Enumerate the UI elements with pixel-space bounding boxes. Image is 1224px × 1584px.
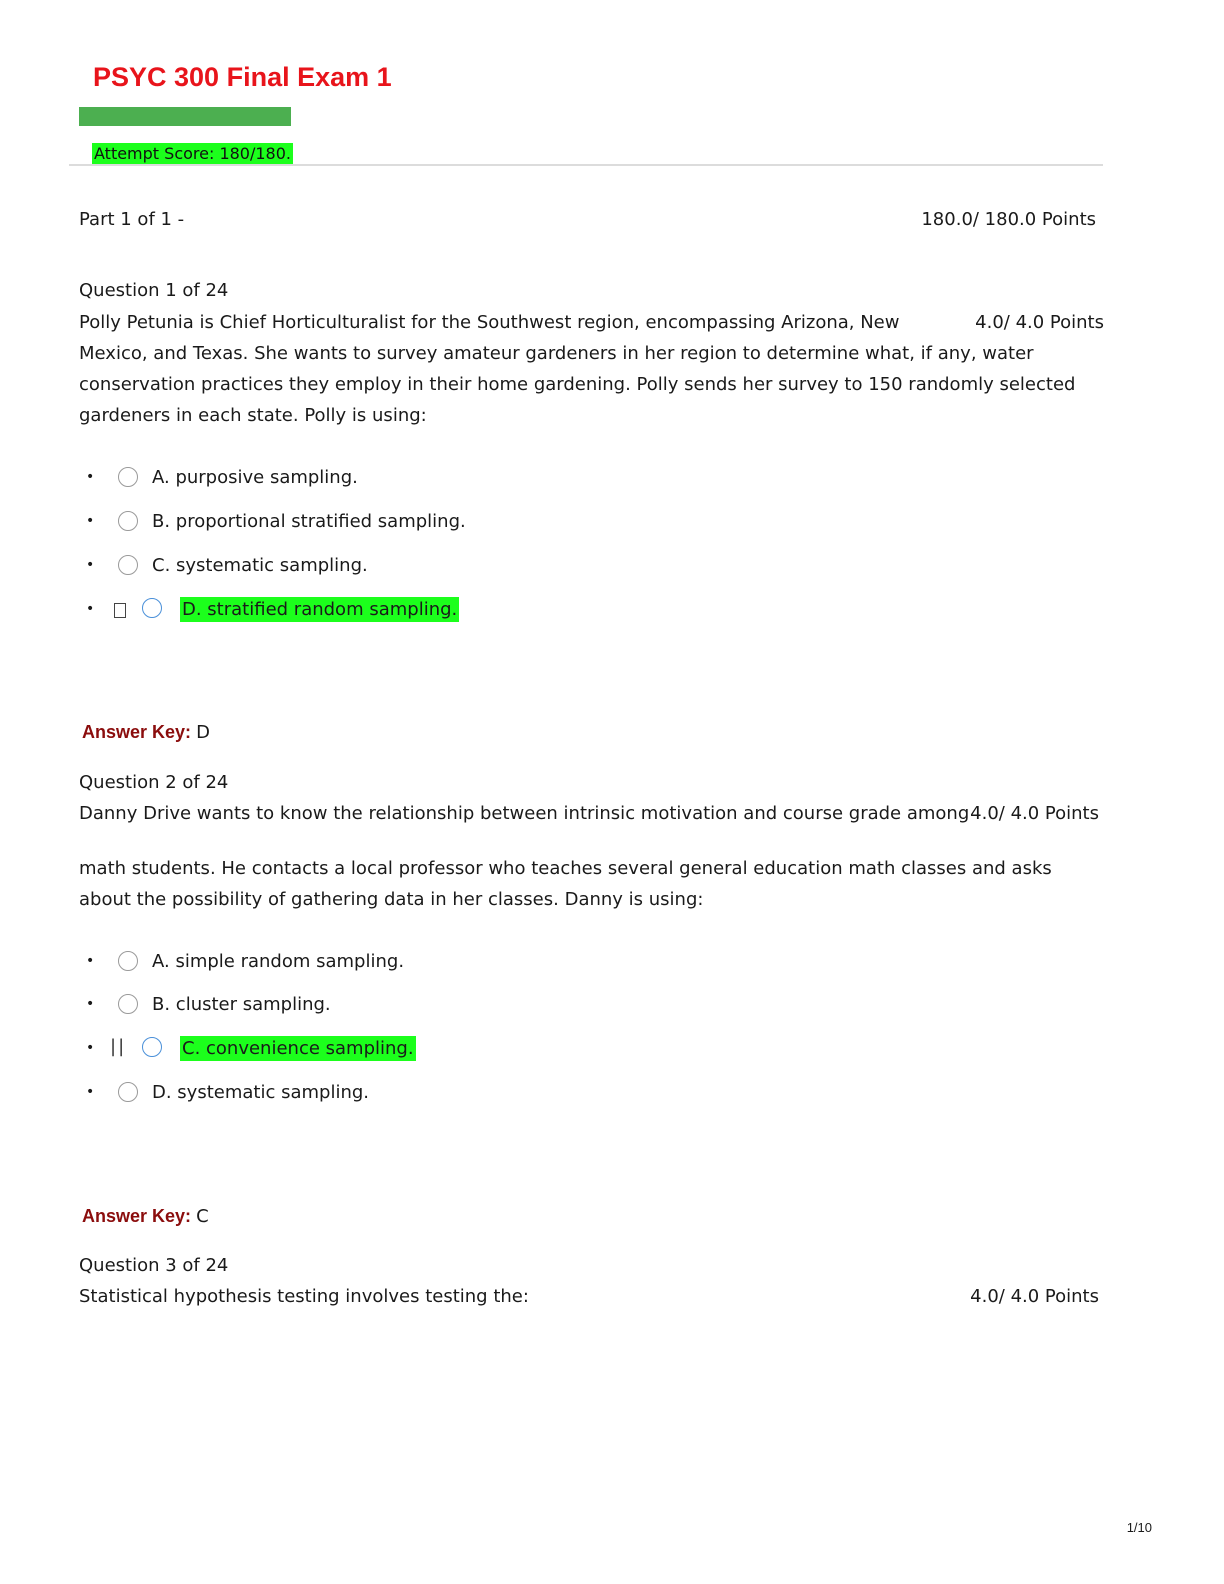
question-1-body bbox=[79, 307, 1104, 431]
radio-q2-a[interactable] bbox=[118, 951, 138, 971]
question-3-header: Question 3 of 24 bbox=[79, 1255, 229, 1276]
radio-q2-c[interactable] bbox=[142, 1037, 162, 1057]
radio-q1-a[interactable] bbox=[118, 467, 138, 487]
answer-key-value: C bbox=[196, 1206, 209, 1227]
question-1-points: 4.0/ 4.0 Points bbox=[975, 312, 1104, 333]
exam-title: PSYC 300 Final Exam 1 bbox=[93, 62, 392, 92]
part-points: 180.0/ 180.0 Points bbox=[921, 209, 1096, 230]
question-1-text: Polly Petunia is Chief Horticulturalist for the Southwest region, encompassing Arizona, New Mexico, and Texas. She wants to survey amateur gardeners in her region to determine what, if any, water conservation practices they employ in their home gardening. Polly sends her survey to 150 randomly selected gardeners in each state. Polly is using: bbox=[79, 312, 1076, 426]
answer-key-q1 bbox=[82, 722, 210, 743]
selected-answer-highlight: C. convenience sampling. bbox=[182, 1038, 414, 1059]
option-q1-c[interactable]: C. systematic sampling. bbox=[152, 555, 368, 576]
answer-marker-bars: || bbox=[110, 1036, 127, 1057]
option-q1-d[interactable] bbox=[180, 598, 459, 622]
header-divider bbox=[69, 164, 1103, 166]
radio-q1-c[interactable] bbox=[118, 555, 138, 575]
question-2-text-line1: Danny Drive wants to know the relationship between intrinsic motivation and course grade among bbox=[79, 803, 970, 824]
question-2-points: 4.0/ 4.0 Points bbox=[970, 803, 1099, 824]
bullet: • bbox=[86, 953, 95, 969]
radio-q2-d[interactable] bbox=[118, 1082, 138, 1102]
bullet: • bbox=[86, 1040, 95, 1056]
bullet: • bbox=[86, 469, 95, 485]
bullet: • bbox=[86, 1084, 95, 1100]
option-q2-d[interactable]: D. systematic sampling. bbox=[152, 1082, 370, 1103]
attempt-score: Attempt Score: 180/180. bbox=[94, 144, 291, 163]
question-3-text: Statistical hypothesis testing involves testing the: bbox=[79, 1286, 529, 1307]
page-number: 1/10 bbox=[1126, 1520, 1152, 1535]
radio-q1-d[interactable] bbox=[142, 598, 162, 618]
question-1-header: Question 1 of 24 bbox=[79, 280, 229, 301]
bullet: • bbox=[86, 513, 95, 529]
radio-q2-b[interactable] bbox=[118, 994, 138, 1014]
answer-marker-box bbox=[114, 603, 126, 618]
part-label: Part 1 of 1 - bbox=[79, 209, 185, 230]
bullet: • bbox=[86, 996, 95, 1012]
selected-answer-highlight: D. stratified random sampling. bbox=[182, 599, 458, 620]
score-progress-bar bbox=[79, 107, 291, 126]
option-q2-b[interactable]: B. cluster sampling. bbox=[152, 994, 331, 1015]
bullet: • bbox=[86, 601, 95, 617]
question-2-text-rest: math students. He contacts a local professor who teaches several general education math classes and asks about the possibility of gathering data in her classes. Danny is using: bbox=[79, 858, 1052, 910]
option-q2-a[interactable]: A. simple random sampling. bbox=[152, 951, 405, 972]
option-q1-a[interactable]: A. purposive sampling. bbox=[152, 467, 358, 488]
option-q2-c[interactable] bbox=[180, 1037, 416, 1061]
answer-key-q2 bbox=[82, 1206, 209, 1227]
radio-q1-b[interactable] bbox=[118, 511, 138, 531]
option-q1-b[interactable]: B. proportional stratified sampling. bbox=[152, 511, 466, 532]
bullet: • bbox=[86, 557, 95, 573]
answer-key-label: Answer Key: bbox=[82, 1206, 192, 1226]
question-2-header: Question 2 of 24 bbox=[79, 772, 229, 793]
answer-key-value: D bbox=[196, 722, 211, 743]
question-3-points: 4.0/ 4.0 Points bbox=[970, 1286, 1099, 1307]
answer-key-label: Answer Key: bbox=[82, 722, 192, 742]
